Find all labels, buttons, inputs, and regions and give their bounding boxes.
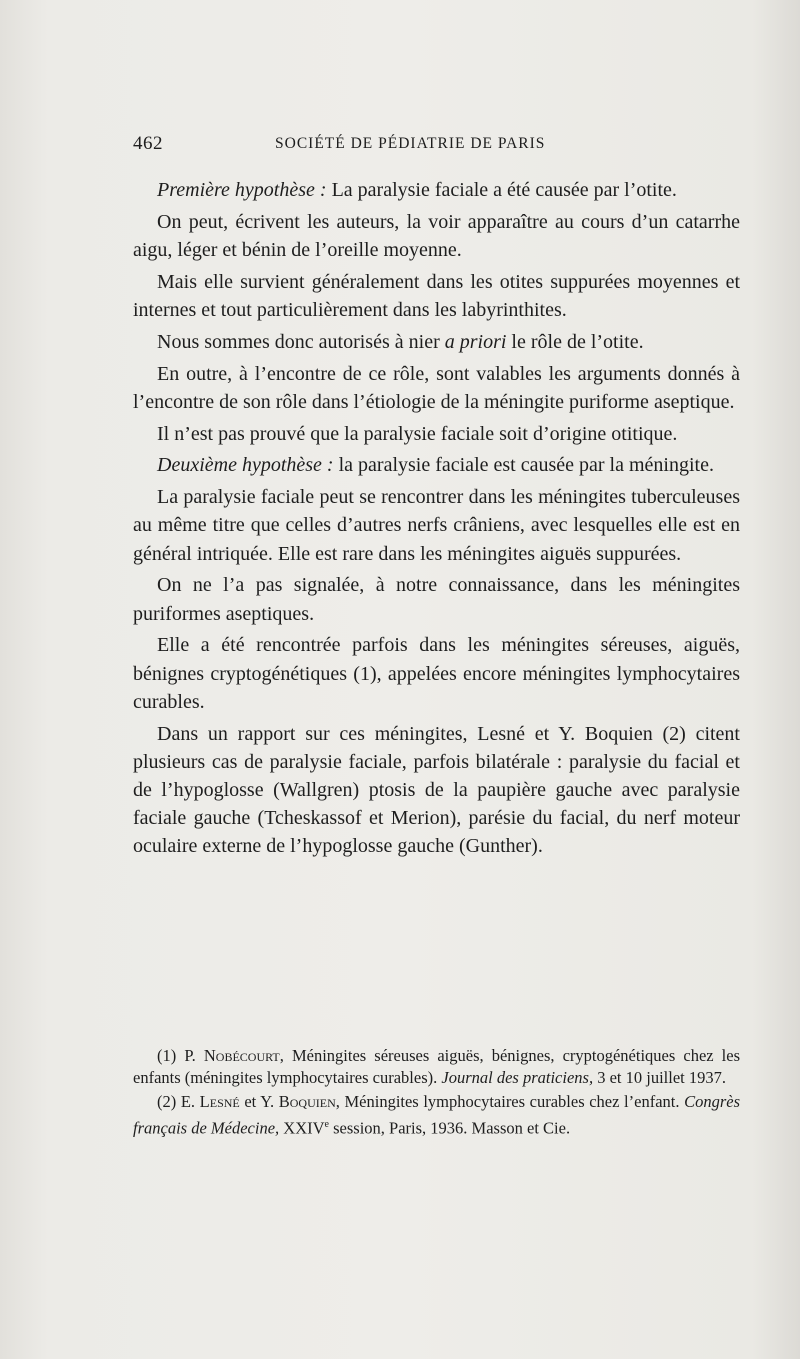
paragraph-text: La paralysie faciale a été causée par l’otite. bbox=[326, 179, 677, 201]
paragraph: Il n’est pas prouvé que la paralysie faciale soit d’origine otitique. bbox=[157, 422, 678, 445]
footnote-text: et Y. bbox=[239, 1092, 279, 1112]
paragraph bbox=[133, 451, 740, 479]
paragraph: On ne l’a pas signalée, à notre connaissance, dans les méningites puriformes aseptiques. bbox=[133, 574, 740, 625]
paragraph: La paralysie faciale peut se rencontrer dans les méningites tuberculeuses au même titre que celles d’autres nerfs crâniens, avec lesquelles elle est en général intriquée. Elle est rare dans les méningites aiguës suppurées. bbox=[133, 486, 740, 565]
paragraph: Dans un rapport sur ces méningites, Lesné et Y. Boquien (2) citent plusieurs cas de paralysie faciale, parfois bilatérale : paralysie du facial et de l’hypoglosse (Wallgren) ptosis de la paupière gauche avec paralysie faciale gauche (Tcheskassof et Merion), parésie du facial, du nerf moteur oculaire externe de l’hypoglosse gauche (Gunther). bbox=[133, 722, 740, 858]
footnote-date: 3 et 10 juillet 1937. bbox=[593, 1068, 726, 1088]
body-text bbox=[133, 176, 740, 864]
footnote-congress: Congrès français de Médecine, bbox=[133, 1092, 740, 1138]
hypothesis-label: Deuxième hypothèse : bbox=[157, 454, 334, 477]
footnote-author: Lesné bbox=[199, 1092, 240, 1112]
footnote-text: , Méningites lymphocytaires curables chez l’enfant. bbox=[335, 1092, 685, 1112]
footnote-superscript: e bbox=[324, 1118, 329, 1130]
footnote-number: (2) E. bbox=[157, 1092, 200, 1112]
paragraph bbox=[133, 176, 740, 204]
page-header bbox=[133, 133, 740, 157]
footnote-session: session, Paris, 1936. Masson et Cie. bbox=[328, 1118, 571, 1138]
paragraph: On peut, écrivent les auteurs, la voir apparaître au cours d’un catarrhe aigu, léger et bénin de l’oreille moyenne. bbox=[133, 210, 740, 261]
footnote-author: Nobécourt bbox=[203, 1046, 280, 1065]
paragraph-text: la paralysie faciale est causée par la méningite. bbox=[333, 454, 714, 477]
footnote-number: (1) P. bbox=[157, 1046, 204, 1065]
footnote-1 bbox=[133, 1045, 740, 1090]
footnote-journal: Journal des praticiens, bbox=[441, 1068, 594, 1088]
footnote-2 bbox=[133, 1091, 740, 1139]
footnote-text: , Méningites séreuses aiguës, bénignes, cryptogénétiques chez les enfants (méningites lymphocytaires curables). bbox=[133, 1046, 740, 1088]
paragraph-text: le rôle de l’otite. bbox=[506, 330, 644, 353]
page-number: 462 bbox=[133, 133, 163, 154]
paragraph-text: Nous sommes donc autorisés à nier bbox=[157, 330, 445, 353]
paragraph bbox=[133, 328, 740, 356]
paragraph: En outre, à l’encontre de ce rôle, sont valables les arguments donnés à l’encontre de son rôle dans l’étiologie de la méningite puriforme aseptique. bbox=[133, 362, 740, 413]
paragraph: Elle a été rencontrée parfois dans les méningites séreuses, aiguës, bénignes cryptogénétiques (1), appelées encore méningites lymphocytaires curables. bbox=[133, 634, 740, 713]
running-head: SOCIÉTÉ DE PÉDIATRIE DE PARIS bbox=[275, 135, 546, 152]
footnotes bbox=[133, 1045, 740, 1141]
hypothesis-label: Première hypothèse : bbox=[157, 179, 327, 201]
paragraph: Mais elle survient généralement dans les otites suppurées moyennes et internes et tout particulièrement dans les labyrinthites. bbox=[133, 270, 740, 321]
footnote-session: XXIV bbox=[279, 1118, 325, 1138]
footnote-author: Boquien bbox=[278, 1092, 336, 1112]
italic-phrase: a priori bbox=[444, 330, 507, 353]
